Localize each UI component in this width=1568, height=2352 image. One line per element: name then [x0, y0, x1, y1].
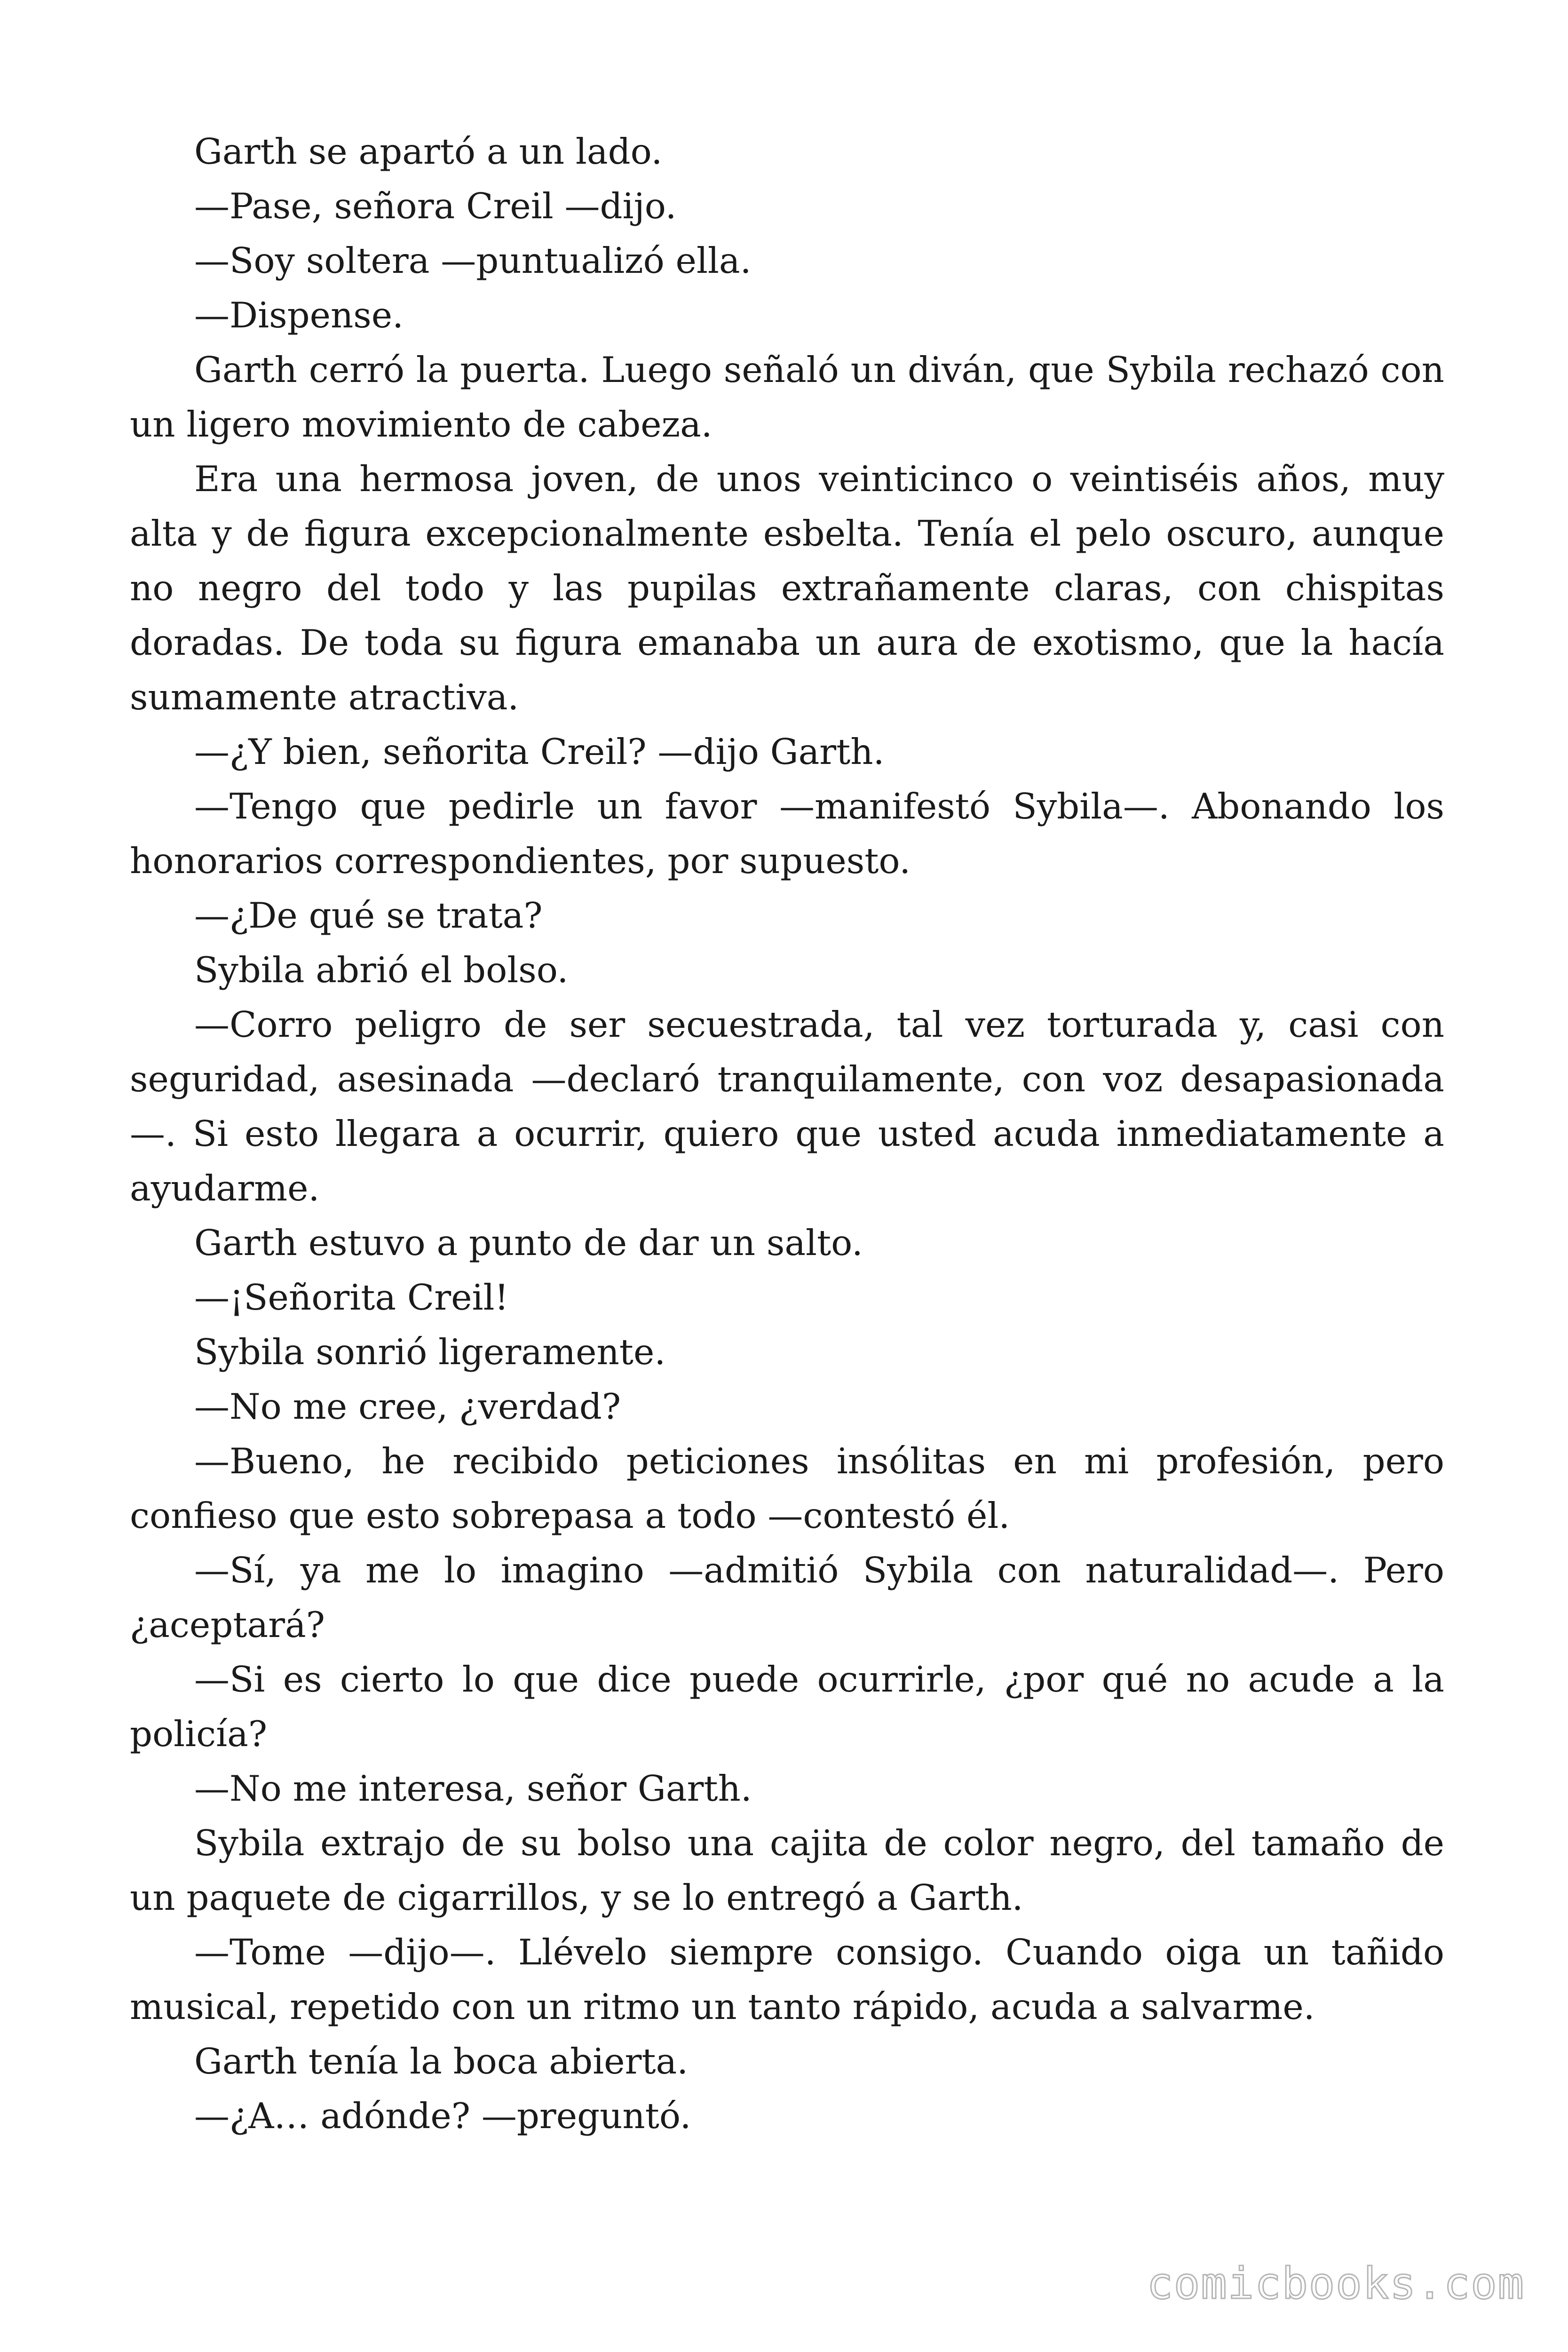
paragraph: Garth cerró la puerta. Luego señaló un diván, que Sybila rechazó con un ligero movimiento de cabeza. — [130, 349, 1444, 445]
paragraph: Garth estuvo a punto de dar un salto. — [194, 1222, 863, 1263]
paragraph: —¿De qué se trata? — [194, 895, 543, 936]
paragraph: Sybila abrió el bolso. — [194, 949, 569, 991]
paragraph: —Tengo que pedirle un favor —manifestó Sybila—. Abonando los honorarios correspondientes, por supuesto. — [130, 786, 1444, 882]
paragraph: —Pase, señora Creil —dijo. — [194, 185, 677, 227]
paragraph: —Tome —dijo—. Llévelo siempre consigo. Cuando oiga un tañido musical, repetido con un ritmo un tanto rápido, acuda a salvarme. — [130, 1931, 1444, 2027]
paragraph: —No me interesa, señor Garth. — [194, 1768, 752, 1809]
paragraph: —Dispense. — [194, 294, 404, 336]
paragraph: —Soy soltera —puntualizó ella. — [194, 240, 752, 281]
paragraph: —¿A… adónde? —preguntó. — [194, 2095, 691, 2137]
paragraph: —¡Señorita Creil! — [194, 1277, 509, 1318]
paragraph: —¿Y bien, señorita Creil? —dijo Garth. — [194, 731, 885, 772]
paragraph: Sybila sonrió ligeramente. — [194, 1331, 666, 1373]
page-body — [130, 124, 1444, 2143]
watermark: comicbooks.com — [1147, 2258, 1525, 2309]
paragraph: —Sí, ya me lo imagino —admitió Sybila con naturalidad—. Pero ¿aceptará? — [130, 1549, 1444, 1645]
paragraph: —Si es cierto lo que dice puede ocurrirle, ¿por qué no acude a la policía? — [130, 1659, 1444, 1755]
paragraph: Garth tenía la boca abierta. — [194, 2041, 689, 2082]
paragraph: Sybila extrajo de su bolso una cajita de color negro, del tamaño de un paquete de cigarrillos, y se lo entregó a Garth. — [130, 1822, 1444, 1918]
paragraph: —No me cree, ¿verdad? — [194, 1386, 621, 1427]
paragraph: —Bueno, he recibido peticiones insólitas en mi profesión, pero confieso que esto sobrepasa a todo —contestó él. — [130, 1440, 1444, 1536]
paragraph: Garth se apartó a un lado. — [194, 131, 663, 172]
paragraph: Era una hermosa joven, de unos veinticinco o veintiséis años, muy alta y de figura excepcionalmente esbelta. Tenía el pelo oscuro, aunque no negro del todo y las pupilas extrañamente claras, con chispitas doradas. De toda su figura emanaba un aura de exotismo, que la hacía sumamente atractiva. — [130, 458, 1444, 718]
paragraph: —Corro peligro de ser secuestrada, tal vez torturada y, casi con seguridad, asesinada —declaró tranquilamente, con voz desapasionada—. Si esto llegara a ocurrir, quiero que usted acuda inmediatamente a ayudarme. — [130, 1004, 1444, 1209]
